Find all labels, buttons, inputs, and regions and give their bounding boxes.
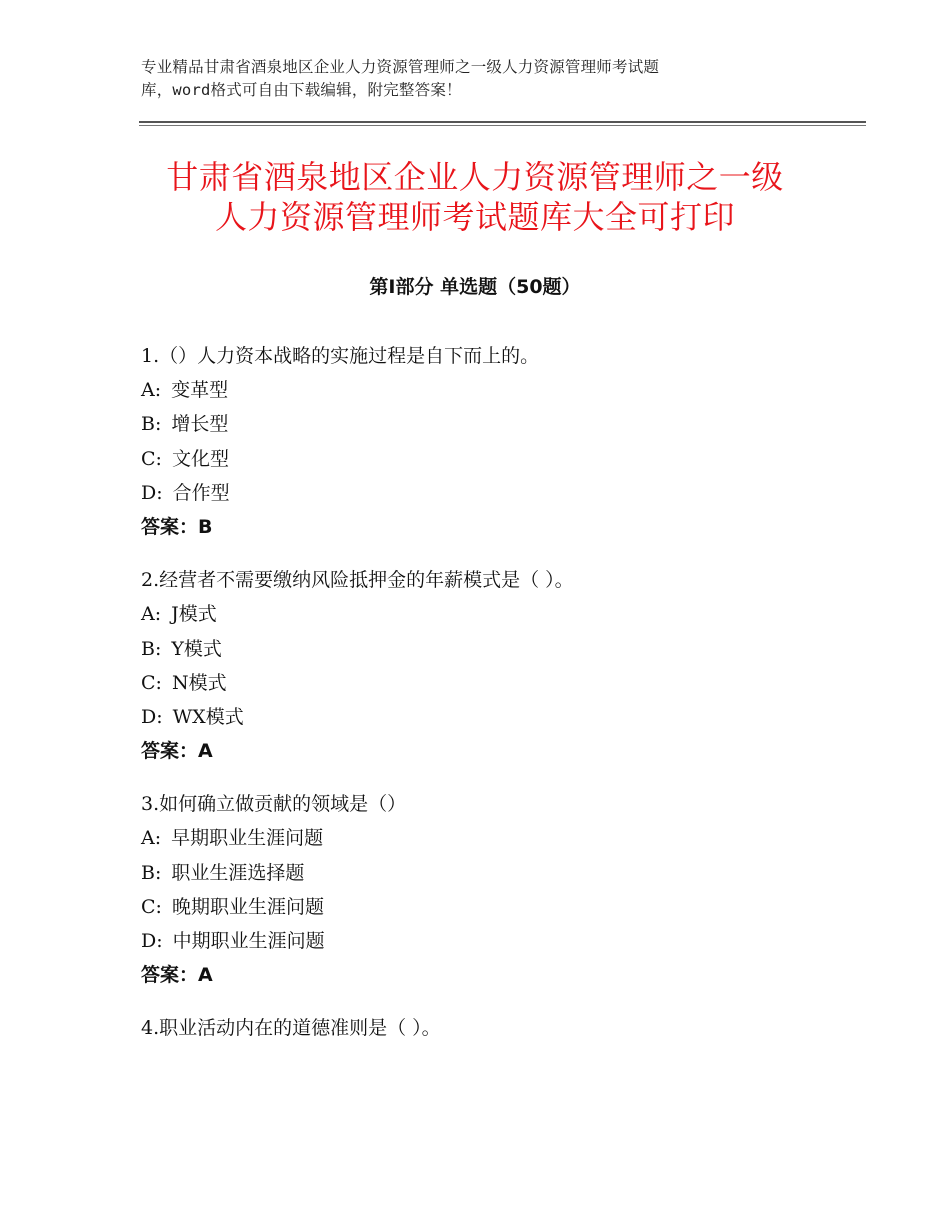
option-key: A: (141, 379, 162, 402)
option-key: B: (141, 861, 162, 884)
question-option (141, 632, 861, 666)
option-text: WX模式 (172, 705, 244, 728)
header-note-line-1: 专业精品甘肃省酒泉地区企业人力资源管理师之一级人力资源管理师考试题 (141, 58, 660, 76)
question-stem: 1.（）人力资本战略的实施过程是自下而上的。 (141, 345, 540, 367)
option-key: C: (141, 671, 162, 694)
option-text: N模式 (171, 671, 227, 694)
question-item (141, 1011, 861, 1045)
section-heading: 第Ⅰ部分 单选题（50题） (369, 276, 581, 298)
question-option (141, 666, 861, 700)
option-text: Y模式 (171, 637, 222, 660)
option-text: 晚期职业生涯问题 (171, 895, 324, 918)
answer-value: A (198, 964, 213, 987)
question-item (141, 563, 861, 768)
option-key: C: (141, 895, 162, 918)
option-key: A: (141, 827, 162, 850)
answer-label: 答案： (141, 964, 199, 987)
option-key: D: (141, 481, 163, 504)
question-item (141, 787, 861, 992)
option-text: 文化型 (171, 447, 229, 470)
option-text: 职业生涯选择题 (171, 861, 305, 884)
question-option (141, 700, 861, 734)
question-item (141, 339, 861, 544)
option-text: J模式 (171, 603, 217, 626)
question-option (141, 890, 861, 924)
answer-line (141, 510, 861, 544)
option-text: 变革型 (171, 379, 229, 402)
question-option (141, 821, 861, 855)
header-note (141, 56, 801, 102)
question-list (141, 339, 861, 1065)
question-stem: 4.职业活动内在的道德准则是（ ）。 (141, 1017, 441, 1040)
question-option (141, 442, 861, 476)
document-title-line-1: 甘肃省酒泉地区企业人力资源管理师之一级 (166, 158, 784, 196)
question-option (141, 597, 861, 631)
document-title-line-2: 人力资源管理师考试题库大全可打印 (214, 198, 735, 236)
answer-label: 答案： (141, 515, 199, 538)
answer-line (141, 734, 861, 768)
question-option (141, 373, 861, 407)
question-option (141, 856, 861, 890)
option-key: C: (141, 447, 162, 470)
question-stem: 3.如何确立做贡献的领域是（） (141, 793, 407, 816)
option-text: 中期职业生涯问题 (172, 930, 325, 952)
option-key: D: (141, 705, 163, 728)
option-key: B: (141, 413, 162, 436)
document-title (100, 157, 850, 237)
question-option (141, 924, 861, 958)
option-text: 早期职业生涯问题 (171, 827, 324, 850)
header-note-line-2: 库，word格式可自由下载编辑，附完整答案！ (141, 81, 462, 99)
option-text: 合作型 (172, 481, 230, 504)
option-key: D: (141, 930, 163, 952)
answer-value: B (198, 515, 213, 538)
option-text: 增长型 (171, 413, 229, 436)
header-divider (139, 121, 866, 123)
option-key: B: (141, 637, 162, 660)
option-key: A: (141, 603, 162, 626)
question-option (141, 407, 861, 441)
question-option (141, 476, 861, 510)
answer-value: A (198, 740, 213, 763)
answer-line (141, 958, 861, 992)
answer-label: 答案： (141, 740, 199, 763)
question-stem: 2.经营者不需要缴纳风险抵押金的年薪模式是（ ）。 (141, 569, 574, 592)
header-divider-thin (139, 125, 866, 126)
